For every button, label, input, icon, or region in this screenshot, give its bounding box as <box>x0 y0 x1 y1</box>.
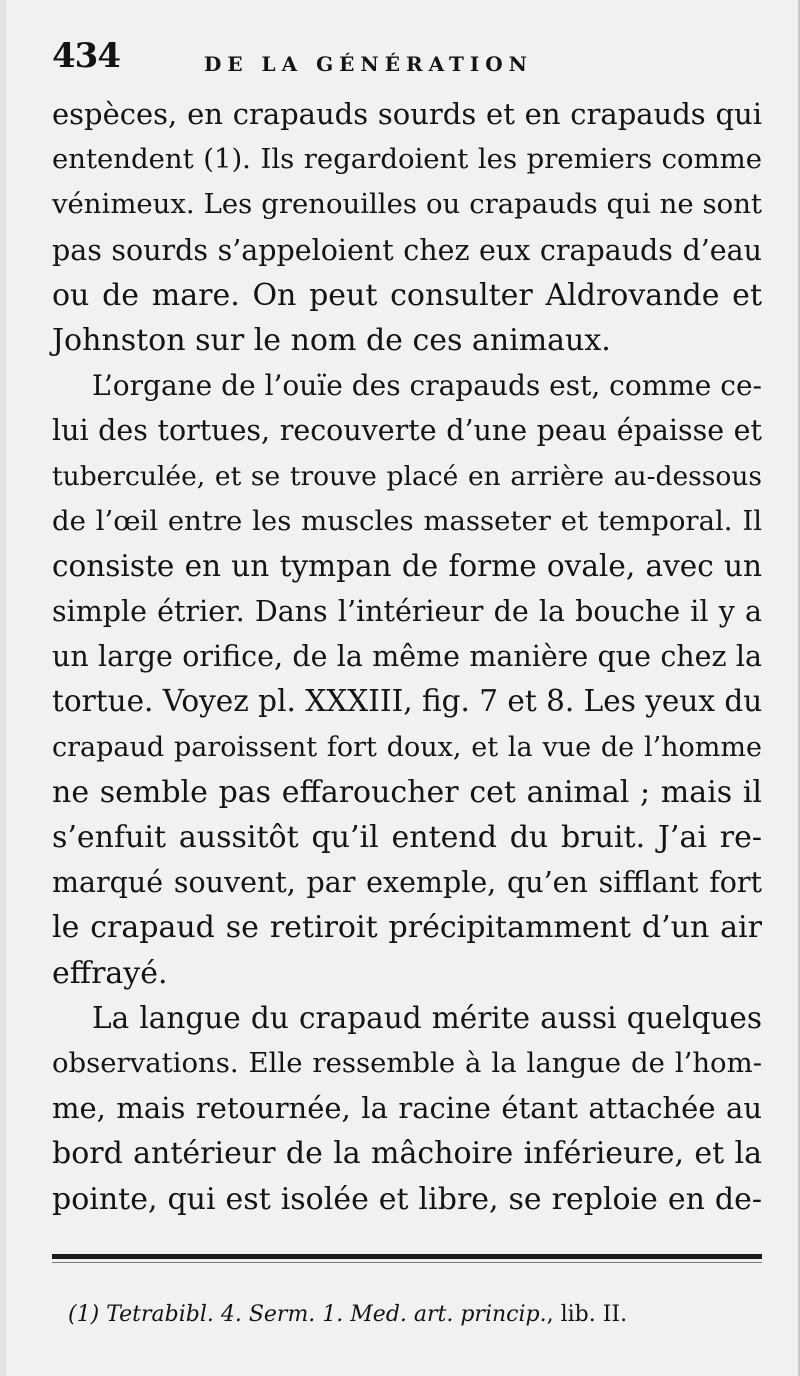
text-line: tortue. Voyez pl. XXXIII, fig. 7 et 8. Les yeux du <box>52 684 763 719</box>
text-line: crapaud paroissent fort doux, et la vue de l’homme <box>52 731 762 763</box>
footnote-rule-thin <box>52 1262 762 1263</box>
page-header <box>52 36 762 86</box>
footnote-marker: (1) <box>68 1302 100 1327</box>
text-line: simple étrier. Dans l’intérieur de la bouche il y a <box>52 595 762 629</box>
text-line: un large orifice, de la même manière que chez la <box>52 640 762 674</box>
running-title: DE LA GÉNÉRATION <box>204 52 533 76</box>
text-line: La langue du crapaud mérite aussi quelques <box>92 1000 762 1035</box>
body-text <box>52 92 762 1222</box>
text-line: effrayé. <box>52 955 168 991</box>
page-number: 434 <box>52 36 120 76</box>
text-line: consiste en un tympan de forme ovale, avec un <box>52 548 762 583</box>
text-line: L’organe de l’ouïe des crapauds est, comme ce- <box>92 369 762 403</box>
text-line: le crapaud se retiroit précipitamment d’un air <box>52 910 762 946</box>
text-line: ou de mare. On peut consulter Aldrovande et <box>52 277 762 313</box>
text-line: bord antérieur de la mâchoire inférieure, et la <box>52 1136 762 1172</box>
footnote-rule <box>52 1254 762 1259</box>
footnote <box>68 1302 627 1327</box>
text-line: vénimeux. Les grenouilles ou crapauds qui ne sont <box>52 188 762 221</box>
text-line: me, mais retournée, la racine étant attachée au <box>52 1091 762 1126</box>
text-line: marqué souvent, par exemple, qu’en sifflant fort <box>52 866 762 900</box>
text-line: Johnston sur le nom de ces animaux. <box>52 322 611 358</box>
text-line: observations. Elle ressemble à la langue de l’hom- <box>52 1046 762 1079</box>
text-line: ne semble pas effaroucher cet animal ; mais il <box>52 774 762 810</box>
text-line: lui des tortues, recouverte d’une peau épaisse et <box>52 414 762 448</box>
text-line: de l’œil entre les muscles masseter et temporal. Il <box>52 504 762 537</box>
text-line: espèces, en crapauds sourds et en crapauds qui <box>52 97 762 131</box>
footnote-citation: Tetrabibl. 4. Serm. 1. Med. art. princip. <box>106 1302 547 1327</box>
text-line: entendent (1). Ils regardoient les premiers comme <box>52 143 762 176</box>
footnote-book-ref: , lib. II. <box>546 1302 628 1327</box>
text-line: s’enfuit aussitôt qu’il entend du bruit. J’ai re- <box>52 820 762 855</box>
text-line: pas sourds s’appeloient chez eux crapauds d’eau <box>52 233 762 267</box>
text-line: pointe, qui est isolée et libre, se reploie en de- <box>52 1181 762 1217</box>
text-line: tuberculée, et se trouve placé en arrière au-dessous <box>52 460 762 492</box>
